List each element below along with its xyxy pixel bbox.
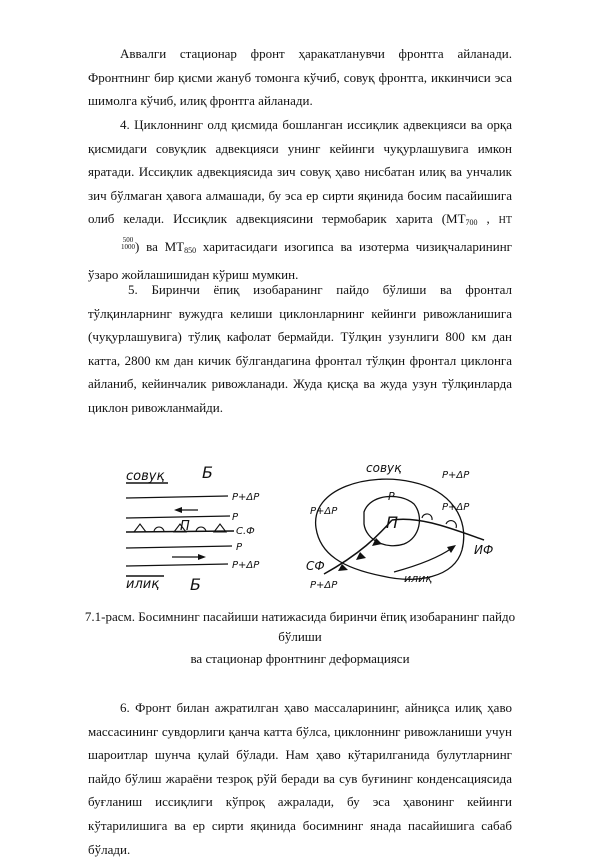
paragraph-4-text-d: харитасидаги изогипса ва изотерма чизиқчаларининг ўзаро жойлашишидан кўриш мумкин. <box>88 238 513 282</box>
right-inner-p-label: P <box>388 490 395 503</box>
fraction-top: 500 <box>122 235 134 244</box>
left-top-letter: Б <box>202 463 213 482</box>
right-panel <box>306 461 493 591</box>
warm-front-line <box>392 519 484 540</box>
figure-7-1 <box>120 458 500 598</box>
left-line5-label: P+ΔP <box>232 560 260 571</box>
fraction-bottom: 1000 <box>121 242 135 251</box>
right-low-letter: П <box>386 513 399 532</box>
left-line2-label: P <box>232 512 239 523</box>
right-bottom-label: P+ΔP <box>310 580 338 591</box>
isobar-line <box>126 496 228 498</box>
isobar-line <box>126 546 232 548</box>
paragraph-4-text-b: , <box>477 211 499 227</box>
left-low-letter: П <box>180 519 190 534</box>
paragraph-intro: Аввалги стационар фронт ҳаракатланувчи фронтга айланади. Фронтнинг бир қисми жануб томонга кўчиб, совуқ фронтга, иккинчиси эса шимолга кўчиб, илиқ фронтга айланади. <box>88 46 512 109</box>
paragraph-4-text-a: 4. Циклоннинг олд қисмида бошланган иссиқлик адвекцияси ва орқа қисмидаги совуқлик адвекцияси унинг кейинги чуқурлашувига имкон яратади. Иссиқлик адвекциясида зич совуқ ҳаво нисбатан илиқ ва унчалик зич бўлмаган ҳавога алмашади, бу эса ер сирти яқинида босим пасайишига олиб келади. Иссиқлик адвекциясини термобарик харита (МТ <box>88 117 512 227</box>
left-cold-label: совуқ <box>126 469 165 484</box>
paragraph-5: 5. Биринчи ёпиқ изобаранинг пайдо бўлиши ва фронтал тўлқинларнинг вужудга келиши циклонларнинг кейинги ривожланишига (чуқурлашувига) тўлиқ кафолат бермайди. Тўлқин узунлиги 800 км дан катта, 2800 км дан кичик бўлгандагина фронтал тўлқин фронтал циклонга айланиб, кейинчалик ривожланади. Жуда қисқа ва жуда узун тўлқинларда циклон ривожланмайди. <box>88 282 512 415</box>
left-warm-label: илиқ <box>126 577 160 592</box>
left-line4-label: P <box>236 542 243 553</box>
cold-front-triangle-icon <box>134 524 146 532</box>
isobar-line <box>126 516 230 518</box>
right-warm-label: илиқ <box>404 572 432 585</box>
left-panel <box>126 463 260 594</box>
figure-caption-line-1: 7.1-расм. Босимнинг пасайиши натижасида биринчи ёпиқ изобаранинг пайдо <box>84 609 516 624</box>
arrow-left-head-icon <box>174 507 182 513</box>
figure-caption-line-2: бўлиши <box>278 629 322 644</box>
warm-front-semicircle-icon <box>422 514 432 520</box>
paragraph-4 <box>88 113 512 286</box>
paragraph-4-text-c: ) ва МТ <box>135 238 185 254</box>
ht-label: НТ <box>498 215 513 227</box>
cold-front-line <box>324 520 392 574</box>
paragraph-6: 6. Фронт билан ажратилган ҳаво массаларининг, айниқса илиқ ҳаво массасининг сувдорлиги қанча катта бўлса, циклоннинг ривожланиши учун шароитлар шунча қулай бўлади. Нам ҳаво кўтарилганида булутларнинг пайдо бўлиш жараёни тезроқ рўй беради ва сув буғининг конденсациясида буғланиш иссиқлиги кўпроқ ажралади, бу эса ҳавонинг кейинги кўтарилишига ва ер сирти яқинида босимнинг янада пасайишига сабаб бўлади. <box>88 700 512 857</box>
right-top-right-label: P+ΔP <box>442 470 470 481</box>
left-front-label: С.Ф <box>236 526 255 537</box>
right-right-label: P+ΔP <box>442 502 470 513</box>
ht-fraction <box>89 237 135 251</box>
right-top-left-label: P+ΔP <box>310 506 338 517</box>
subscript-850: 850 <box>184 245 197 255</box>
right-cold-label: совуқ <box>366 461 402 475</box>
left-bottom-letter: Б <box>190 575 201 594</box>
right-warm-front-label: ИФ <box>474 543 494 557</box>
figure-sketch <box>120 458 500 598</box>
isobar-line <box>126 564 228 566</box>
subscript-700: 700 <box>465 218 478 228</box>
arrow-right-head-icon <box>198 554 206 560</box>
figure-caption-line-3: ва стационар фронтнинг деформацияси <box>190 651 410 666</box>
left-line1-label: P+ΔP <box>232 492 260 503</box>
right-cold-front-label: СФ <box>306 559 325 573</box>
warm-air-arrow-icon <box>394 548 452 572</box>
arrow-head-icon <box>447 545 456 553</box>
